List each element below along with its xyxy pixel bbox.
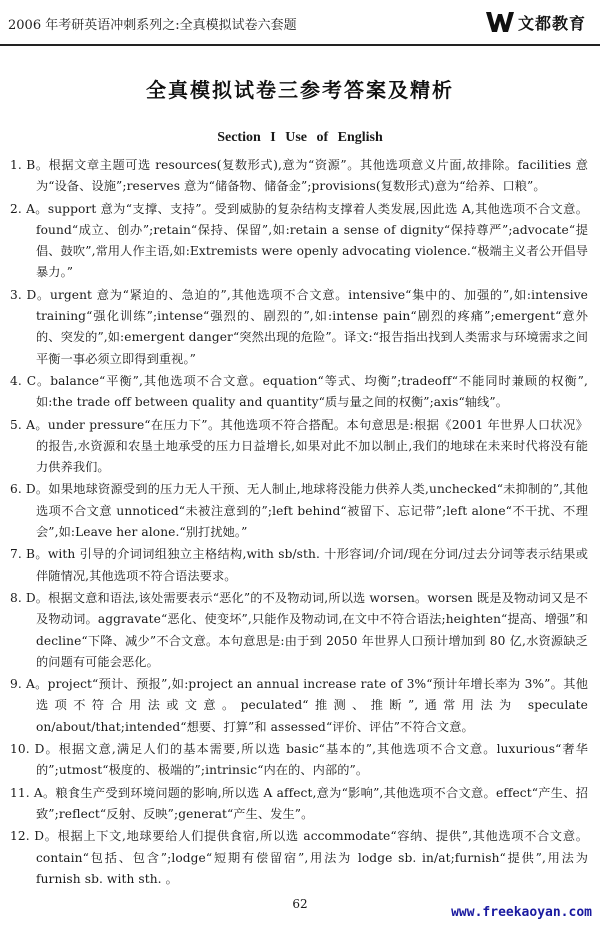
- answer-item: 3. D。urgent 意为“紧迫的、急迫的”,其他选项不合文意。intensive“集中的、加强的”,如:intensive training“强化训练”;intense“强烈的、剧烈的”,如:intense pain“剧烈的疼痛”;emergent“意外的、突发的”,如:emergent danger“突然出现的危险”。译文:“报告指出找到人类需求与环境需求之间平衡一事必须立即得到重视。”: [10, 287, 588, 366]
- answer-list: [10, 155, 588, 891]
- answer-item: 10. D。根据文意,满足人们的基本需要,所以选 basic“基本的”,其他选项不合文意。luxurious“奢华的”;utmost“极度的、极端的”;intrinsic“内在的、内部的”。: [10, 742, 588, 778]
- answer-item: 8. D。根据文意和语法,该处需要表示“恶化”的不及物动词,所以选 worsen。worsen 既是及物动词又是不及物动词。aggravate“恶化、使变坏”,只能作及物动词,在文中不符合语法;heighten“提高、增强”和 decline“下降、减少”不合文意。本句意思是:由于到 2050 年世界人口预计增加到 80 亿,水资源缺乏的问题有可能会恶化。: [10, 590, 588, 669]
- page-header: [0, 0, 600, 46]
- page-number: 62: [292, 897, 308, 911]
- answer-item: 1. B。根据文章主题可选 resources(复数形式),意为“资源”。其他选项意义片面,故排除。facilities 意为“设备、设施”;reserves 意为“储备物、储备金”;provisions(复数形式)意为“给养、口粮”。: [10, 158, 588, 194]
- answer-item: 5. A。under pressure“在压力下”。其他选项不符合搭配。本句意思是:根据《2001 年世界人口状况》的报告,水资源和农垦土地承受的压力日益增长,如果对此不加以制止,我们的地球在未来时代将没有能力供养我们。: [10, 417, 588, 475]
- answer-item: 6. D。如果地球资源受到的压力无人干预、无人制止,地球将没能力供养人类,unchecked“未抑制的”,其他选项不合文意 unnoticed“未被注意到的”;left behind“被留下、忘记带”;left alone“不干扰、不理会”,如:Leave her alone.“别打扰她。”: [10, 482, 588, 540]
- logo-text: 文都教育: [517, 13, 586, 33]
- answer-item: 4. C。balance“平衡”,其他选项不合文意。equation“等式、均衡”;tradeoff“不能同时兼顾的权衡”,如:the trade off between quality and quantity“质与量之间的权衡”;axis“轴线”。: [10, 373, 588, 410]
- section-heading: Section I Use of English: [217, 130, 383, 145]
- answer-item: 12. D。根据上下文,地球要给人们提供食宿,所以选 accommodate“容纳、提供”,其他选项不合文意。contain“包括、包含”;lodge“短期有偿留宿”,用法为 lodge sb. in/at;furnish“提供”,用法为 furnish sb. with sth. 。: [10, 829, 588, 886]
- series-title: 2006 年考研英语冲刺系列之:全真模拟试卷六套题: [8, 18, 297, 33]
- wendu-logo-icon: [485, 9, 515, 35]
- site-url: www.freekaoyan.com: [451, 905, 592, 920]
- logo: [485, 9, 586, 35]
- answer-item: 2. A。support 意为“支撑、支持”。受到威胁的复杂结构支撑着人类发展,因此选 A,其他选项不合文意。found“成立、创办”;retain“保持、保留”,如:retain a sense of dignity“保持尊严”;advocate“提倡、鼓吹”,常用人作主语,如:Extremists were openly advocating violence.“极端主义者公开倡导暴力。”: [10, 201, 588, 280]
- page-title: 全真模拟试卷三参考答案及精析: [146, 78, 454, 102]
- answer-item: 9. A。project“预计、预报”,如:project an annual increase rate of 3%“预计年增长率为 3%”。其他选项不符合用法或文意。peculated“推测、推断”,通常用法为 speculate on/about/that;intended“想要、打算”和 assessed“评价、评估”不符合文意。: [10, 677, 588, 734]
- answer-item: 7. B。with 引导的介词词组独立主格结构,with sb/sth. 十形容词/介词/现在分词/过去分词等表示结果或伴随情况,其他选项不符合语法要求。: [10, 547, 588, 583]
- answer-item: 11. A。粮食生产受到环境问题的影响,所以选 A affect,意为“影响”,其他选项不合文意。effect“产生、招致”;reflect“反射、反映”;generat“产生、发生”。: [10, 785, 588, 821]
